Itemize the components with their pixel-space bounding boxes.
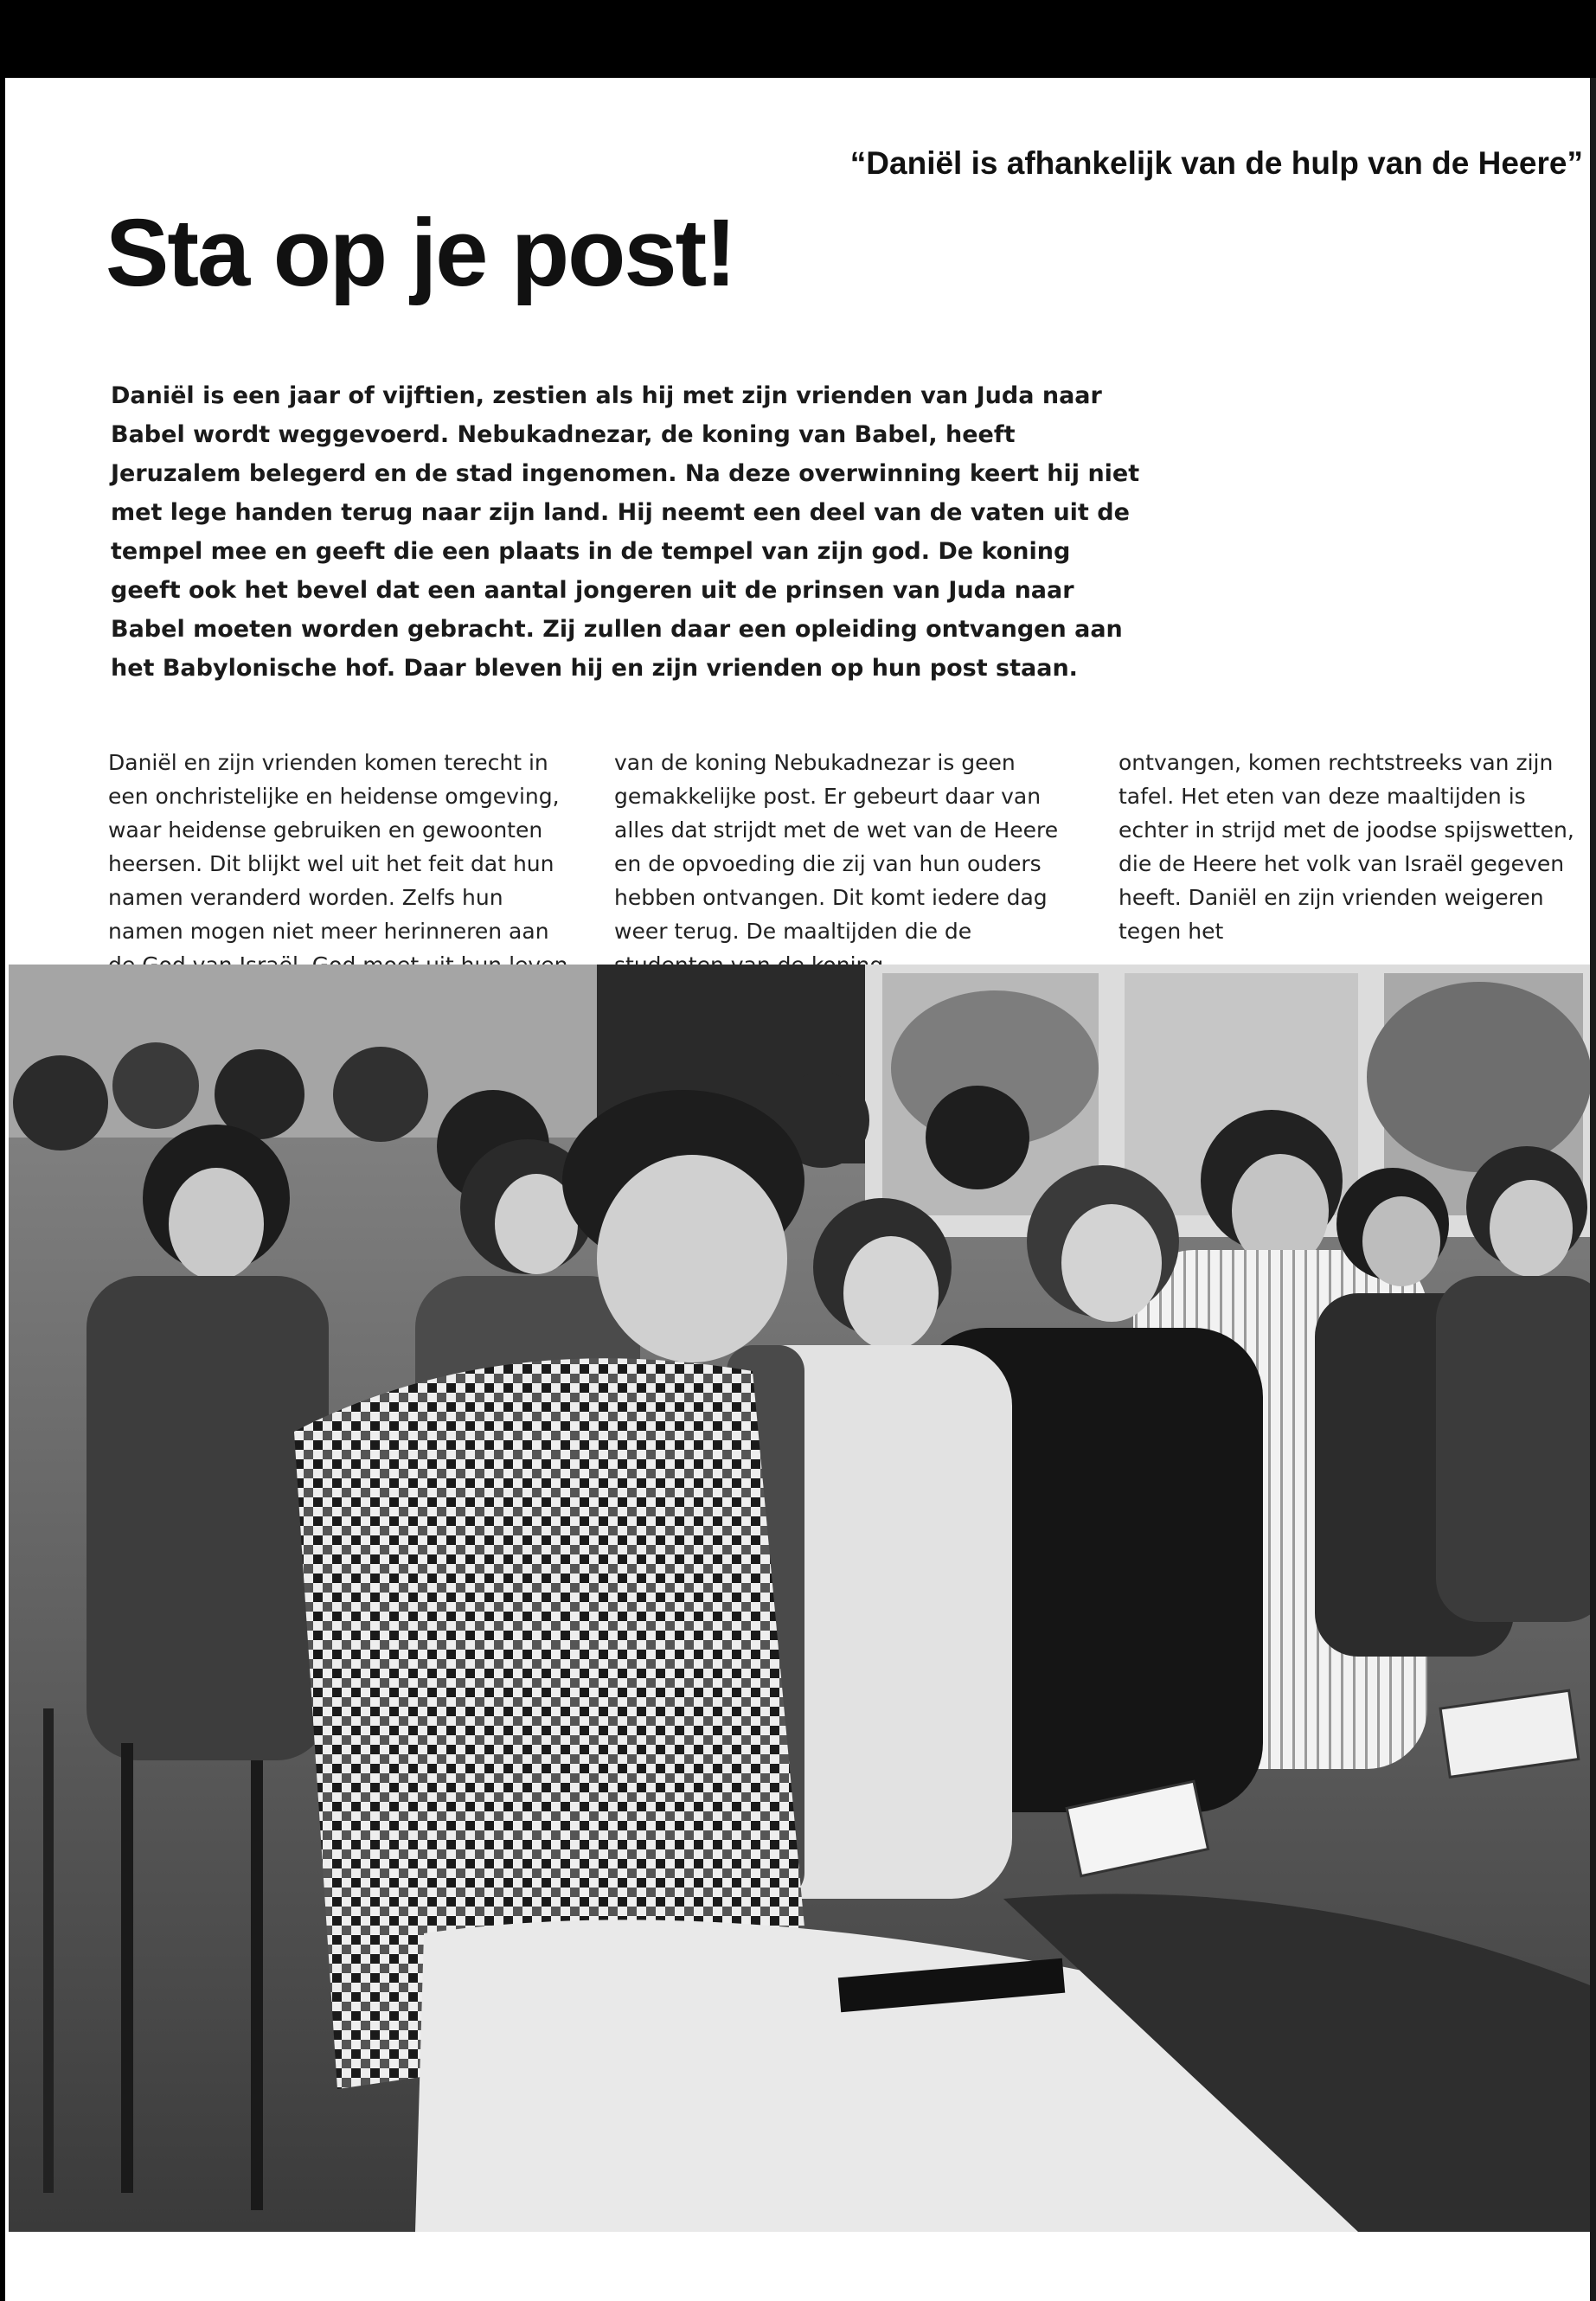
body-column-3: ontvangen, komen rechtstreeks van zijn tafel. Het eten van deze maaltijden is echter in strijd met de joodse spijswetten, die de Heere het volk van Israël gegeven heeft. Daniël en zijn vrienden weigeren tegen het — [1118, 750, 1574, 944]
scan-right-border — [1590, 78, 1596, 2301]
pull-quote: “Daniël is afhankelijk van de hulp van de Heere” — [849, 145, 1583, 181]
photo-students-reading — [9, 965, 1590, 2232]
scan-left-border — [0, 78, 5, 2301]
intro-paragraph: Daniël is een jaar of vijftien, zestien als hij met zijn vrienden van Juda naar Babel wordt weggevoerd. Nebukadnezar, de koning van Babel, heeft Jeruzalem belegerd en de stad ingenomen. Na deze overwinning keert hij niet met lege handen terug naar zijn land. Hij neemt een deel van de vaten uit de tempel mee en geeft die een plaats in de tempel van zijn god. De koning geeft ook het bevel dat een aantal jongeren uit de prinsen van Juda naar Babel moeten worden gebracht. Zij zullen daar een opleiding ontvangen aan het Babylonische hof. Daar bleven hij en zijn vrienden op hun post staan. — [111, 382, 1140, 682]
scan-top-border — [0, 0, 1596, 78]
photo-icon — [9, 965, 1590, 2232]
body-column-1: Daniël en zijn vrienden komen terecht in een onchristelijke en heidense omgeving, waar heidense gebruiken en gewoonten heersen. Dit blijkt wel uit het feit dat hun namen veranderd worden. Zelfs hun namen mogen niet meer herinneren aan — [108, 750, 560, 944]
page-title: Sta op je post! — [106, 200, 735, 306]
body-column-2: van de koning Nebukadnezar is geen gemakkelijke post. Er gebeurt daar van alles dat strijdt met de wet van de Heere en de opvoeding die zij van hun ouders hebben ontvangen. Dit komt iedere dag weer terug. De maaltijden die de — [614, 750, 1059, 944]
